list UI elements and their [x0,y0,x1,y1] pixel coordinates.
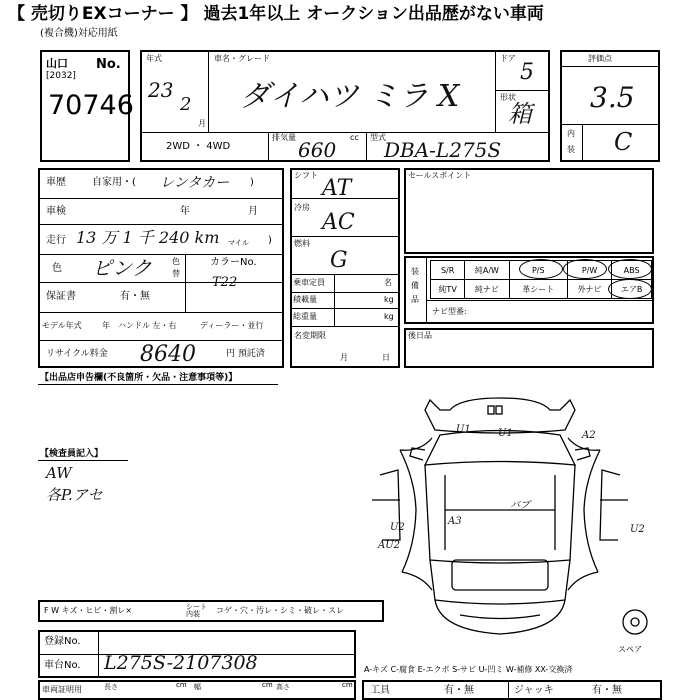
shape-value: 箱 [508,100,532,128]
interior-label-1: 内 [567,129,575,138]
load-label: 積載量 [293,295,317,304]
equip-tv: 純TV [431,280,465,299]
score-value: 3.5 [590,81,635,114]
year-month-unit: 月 [198,119,206,128]
fw-seat: シート内装 [186,603,207,618]
lot-number: 70746 [48,90,134,121]
lot-no-label: No. [96,57,121,72]
mileage-value: 13 万 1 千 240 km [76,228,220,247]
cert-width: 幅 [194,683,201,691]
warranty-label: 保証書 [46,291,76,302]
type-label: 型式 [370,133,386,142]
equip-leather: 革シート [509,280,567,299]
damage-legend: A-キズ C-腐食 E-エクボ S-サビ U-凹ミ W-補修 XX-交換済 [364,665,573,674]
inspector-label: 【検査員記入】 [40,449,104,459]
cert-length: 長さ [104,683,118,691]
navi-model-label: ナビ型番: [432,307,467,316]
equipment-side-1: 装 [411,267,419,276]
equip-sr: S/R [431,261,465,280]
model-year-year: 年 [102,321,110,330]
interior-value: C [614,128,633,156]
score-label: 評価点 [588,54,612,63]
cert-height-unit: cm [342,681,353,689]
lot-site: 山口 [46,57,68,70]
doors-label: ドア [500,54,516,63]
circle-airbag [608,279,652,299]
shape-label: 形状 [500,93,516,102]
diagram-label-a2: A2 [582,430,596,441]
inspection-month: 月 [248,206,258,217]
history-close: ) [250,177,254,188]
notes-box [404,328,654,368]
ac-value: AC [322,210,355,235]
recycle-label: リサイクル料金 [46,349,108,359]
name-change-month: 月 [340,353,348,362]
load-unit: kg [384,295,394,304]
history-options: 自家用・( [92,177,136,188]
banner-title: 【 売切りEXコーナー 】 過去1年以上 オークション出品歴がない車両 [8,4,544,24]
equip-abs: ABS [612,261,652,280]
name-change-label: 名変期限 [294,331,326,340]
history-label: 車歴 [46,177,66,188]
cert-width-unit: cm [262,681,273,689]
shift-label: シフト [294,171,318,180]
equipment-side-2: 備 [411,281,419,290]
chassis-label: 車台No. [44,660,81,671]
diagram-label-u1-a: U1 [456,424,471,435]
cert-height: 高さ [276,683,290,691]
inspection-label: 車検 [46,206,66,217]
equip-pw: P/W [567,261,611,280]
model-year-label: モデル年式 [42,321,82,330]
model-value: ダイハツ ミラ X [240,79,460,114]
tools-label: 工具 [370,685,390,696]
mileage-label: 走行 [46,235,66,246]
circle-pw [563,259,607,279]
displacement-unit: cc [350,133,359,142]
declaration-label: 【出品店申告欄(不良箇所・欠品・注意事項等)】 [40,373,238,383]
fw-items: コゲ・穴・汚レ・シミ・破レ・スレ [216,606,344,615]
spare-label: スペア [618,645,642,654]
tools-value: 有・無 [444,685,474,696]
color-code: T22 [212,275,238,290]
type-value: DBA-L275S [384,138,502,162]
color-value: ピンク [92,256,152,280]
year-value: 23 [148,78,174,102]
equip-aw: 純A/W [465,261,509,280]
equip-navi: 純ナビ [465,280,509,299]
drive-type: 2WD ・ 4WD [166,141,231,152]
sales-point-label: セールスポイント [408,171,472,180]
equipment-side-3: 品 [411,295,419,304]
model-label: 車名・グレード [214,54,270,63]
car-diagram [360,390,660,650]
form-subheader: (複合機)対応用紙 [40,28,118,39]
equip-ext-navi: 外ナビ [567,280,611,299]
notes-label: 後日品 [408,331,432,340]
color-code-label: カラーNo. [210,257,257,268]
sales-point-box [404,168,654,254]
diagram-label-u1-b: U1 [498,428,513,439]
recycle-unit: 円 預託済 [226,349,265,359]
color-change-1: 色 [172,257,180,266]
displacement-label: 排気量 [272,133,296,142]
name-change-day: 日 [382,353,390,362]
fuel-value: G [330,248,348,273]
lot-site-code: [2032] [46,71,76,81]
circle-ps [519,259,563,279]
inspection-year: 年 [180,206,190,217]
displacement-value: 660 [298,138,337,162]
mileage-unit-mile: マイル [228,239,249,247]
diagram-label-bub: バブ [510,500,530,511]
jack-value: 有・無 [592,685,622,696]
circle-abs [608,259,652,279]
color-label: 色 [52,263,62,274]
equip-airbag: エアB [612,280,652,299]
diagram-label-au2: AU2 [378,540,401,551]
weight-unit: kg [384,312,394,321]
recycle-value: 8640 [140,342,196,367]
registration-label: 登録No. [44,636,81,647]
fw-text: F W キズ・ヒビ・割レ× [44,606,133,615]
equip-ps: P/S [509,261,567,280]
jack-label: ジャッキ [514,685,554,696]
warranty-value: 有・無 [120,291,150,302]
history-value: レンタカー [160,175,230,191]
diagram-label-u2-left: U2 [390,522,405,533]
mileage-paren: ) [268,235,272,246]
inspector-note-2: 各P.アセ [46,486,103,504]
year-month: 2 [180,94,192,115]
capacity-label: 乗車定員 [293,278,325,287]
diagram-label-a3: A3 [448,516,462,527]
diagram-label-u2-right: U2 [630,524,645,535]
ac-label: 冷房 [294,203,310,212]
fuel-label: 燃料 [294,239,310,248]
weight-label: 総重量 [293,312,317,321]
handle-options: ハンドル 左・右 [118,321,177,330]
capacity-unit: 名 [384,278,392,287]
doors-value: 5 [520,60,534,85]
shift-value: AT [322,176,352,201]
inspector-note-1: AW [46,464,72,482]
interior-label-2: 装 [567,145,575,154]
dealer-options: ディーラー・並行 [200,321,264,330]
year-label: 年式 [146,54,162,63]
cert-label: 車両証明用 [42,685,82,694]
color-change-2: 替 [172,269,180,278]
chassis-value: L275S-2107308 [104,652,258,674]
cert-length-unit: cm [176,681,187,689]
